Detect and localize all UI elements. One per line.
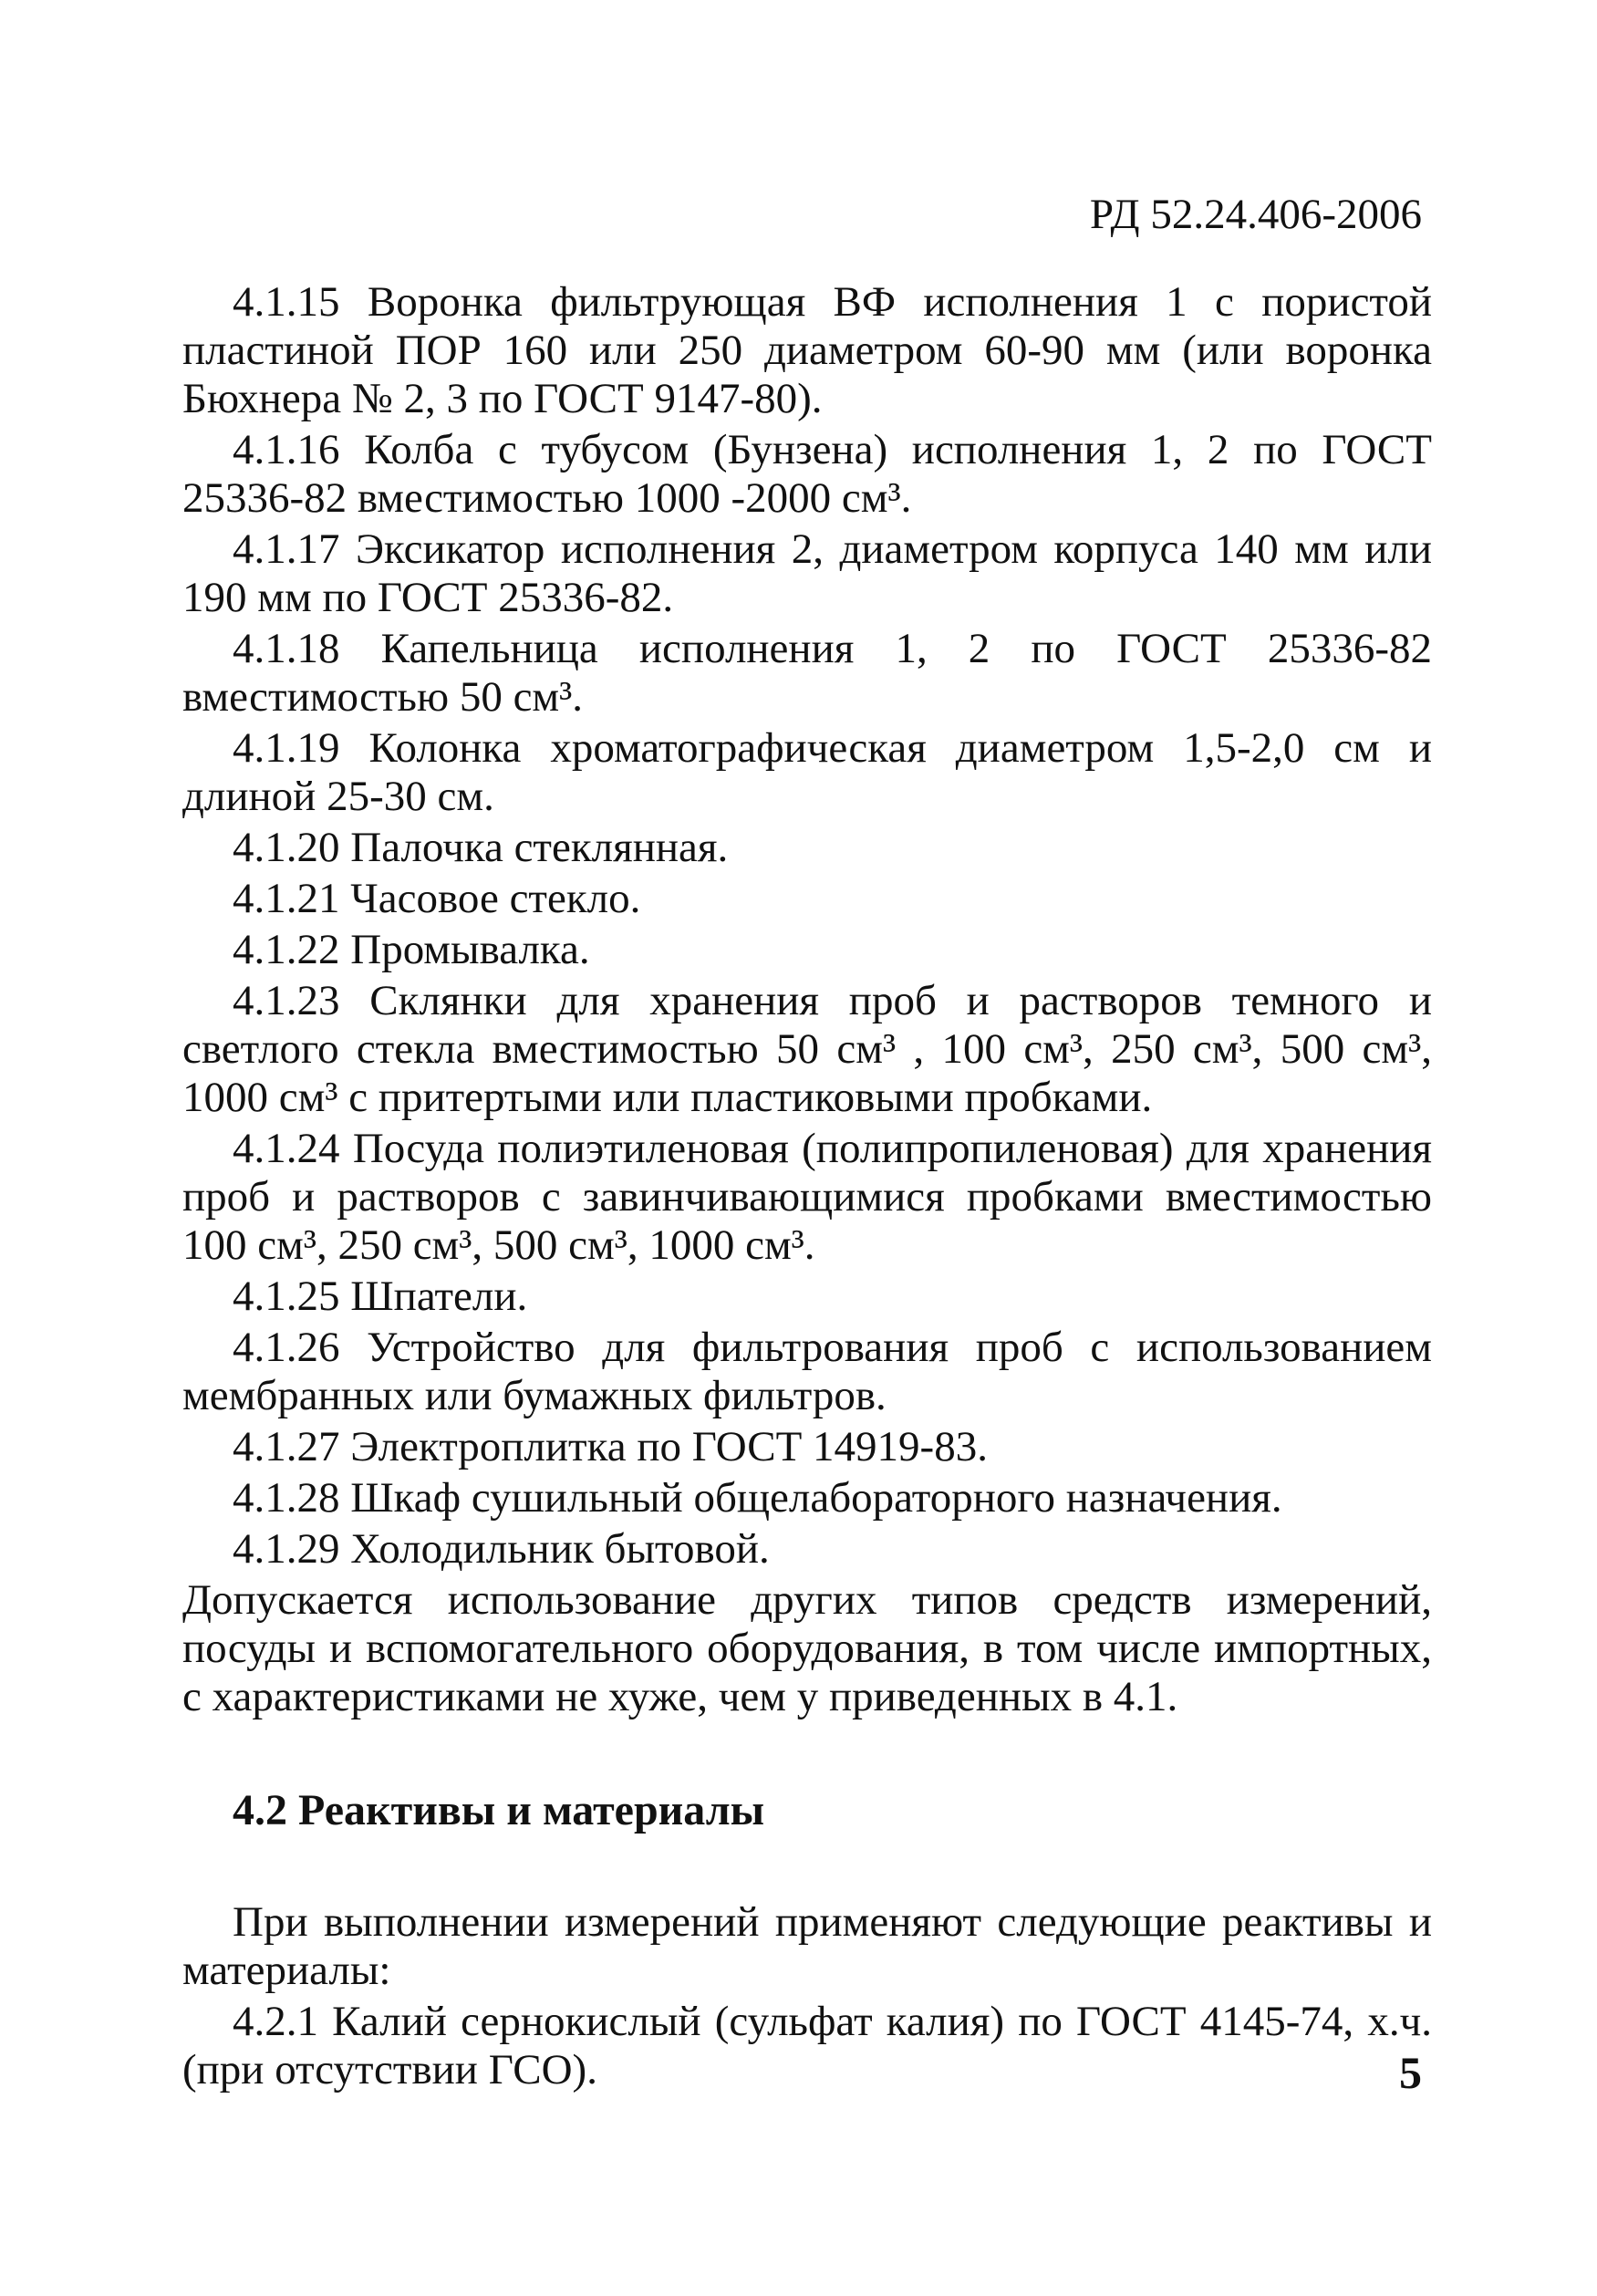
section-4-2-intro: При выполнении измерений применяют следующие реактивы и материалы: <box>182 1898 1432 1994</box>
document-body <box>182 278 1432 2097</box>
item-4-1-26: 4.1.26 Устройство для фильтрования проб с использованием мембранных или бумажных фильтров. <box>182 1324 1432 1419</box>
item-4-1-24: 4.1.24 Посуда полиэтиленовая (полипропиленовая) для хранения проб и растворов с завинчивающимися пробками вместимостью 100 см³, 250 см³, 500 см³, 1000 см³. <box>182 1125 1432 1269</box>
item-4-1-20: 4.1.20 Палочка стеклянная. <box>233 824 729 871</box>
item-4-1-27: 4.1.27 Электроплитка по ГОСТ 14919-83. <box>233 1423 988 1470</box>
note-paragraph: Допускается использование других типов средств измерений, посуды и вспомогательного оборудования, в том числе импортных, с характеристиками не хуже, чем у приведенных в 4.1. <box>182 1576 1432 1720</box>
item-4-1-15: 4.1.15 Воронка фильтрующая ВФ исполнения 1 с пористой пластиной ПОР 160 или 250 диаметром 60-90 мм (или воронка Бюхнера № 2, 3 по ГОСТ 9147-80). <box>182 278 1432 422</box>
item-4-1-19: 4.1.19 Колонка хроматографическая диаметром 1,5-2,0 см и длиной 25-30 см. <box>182 724 1432 820</box>
section-4-2-title: 4.2 Реактивы и материалы <box>233 1786 765 1834</box>
item-4-1-22: 4.1.22 Промывалка. <box>233 926 590 973</box>
page-number: 5 <box>1399 2047 1422 2098</box>
item-4-1-28: 4.1.28 Шкаф сушильный общелабораторного назначения. <box>233 1474 1282 1522</box>
item-4-1-25: 4.1.25 Шпатели. <box>233 1273 528 1320</box>
item-4-2-1: 4.2.1 Калий сернокислый (сульфат калия) по ГОСТ 4145-74, х.ч. (при отсутствии ГСО). <box>182 1998 1432 2093</box>
item-4-1-16: 4.1.16 Колба с тубусом (Бунзена) исполнения 1, 2 по ГОСТ 25336-82 вместимостью 1000 -2000 см³. <box>182 426 1432 522</box>
item-4-1-17: 4.1.17 Эксикатор исполнения 2, диаметром корпуса 140 мм или 190 мм по ГОСТ 25336-82. <box>182 525 1432 621</box>
item-4-1-23: 4.1.23 Склянки для хранения проб и растворов темного и светлого стекла вместимостью 50 см³ , 100 см³, 250 см³, 500 см³, 1000 см³ с притертыми или пластиковыми пробками. <box>182 977 1432 1121</box>
item-4-1-29: 4.1.29 Холодильник бытовой. <box>233 1525 770 1573</box>
document-code-header: РД 52.24.406-2006 <box>1089 191 1422 238</box>
item-4-1-18: 4.1.18 Капельница исполнения 1, 2 по ГОСТ 25336-82 вместимостью 50 см³. <box>182 625 1432 721</box>
item-4-1-21: 4.1.21 Часовое стекло. <box>233 875 641 922</box>
